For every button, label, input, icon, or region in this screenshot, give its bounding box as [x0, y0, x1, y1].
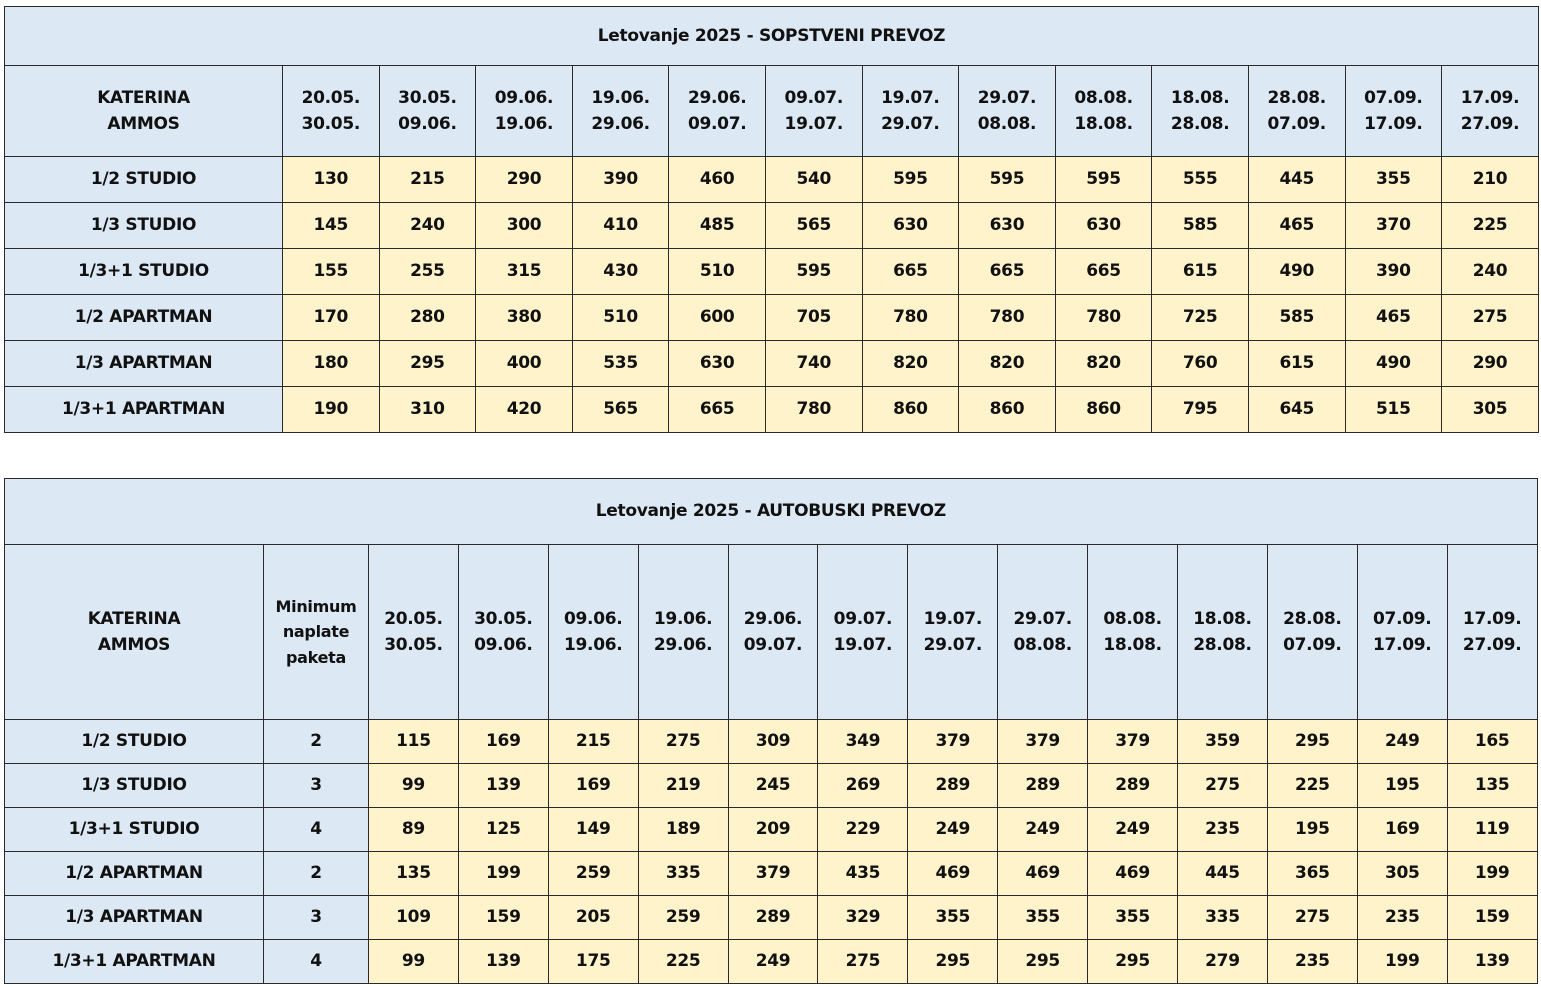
room-type-label: 1/3 APARTMAN: [5, 896, 264, 940]
period-start: 19.06.: [653, 608, 713, 629]
period-end: 27.09.: [1460, 114, 1520, 134]
price-cell: 820: [862, 341, 959, 387]
price-cell: 585: [1152, 203, 1249, 249]
price-cell: 820: [959, 341, 1056, 387]
table-row: [5, 720, 1538, 764]
period-header: [476, 66, 573, 157]
price-cell: 355: [908, 896, 998, 940]
price-cell: 420: [476, 387, 573, 433]
period-start: 07.09.: [1373, 608, 1432, 629]
hotel-name-line: KATERINA: [97, 87, 190, 108]
room-type-label: 1/2 APARTMAN: [5, 295, 283, 341]
price-cell: 595: [765, 249, 862, 295]
period-start: 29.06.: [687, 87, 747, 108]
price-cell: 240: [1442, 249, 1539, 295]
price-cell: 860: [959, 387, 1056, 433]
price-cell: 359: [1178, 720, 1268, 764]
price-cell: 355: [998, 896, 1088, 940]
price-cell: 460: [669, 157, 766, 203]
price-cell: 595: [862, 157, 959, 203]
period-end: 29.06.: [653, 635, 713, 655]
price-cell: 229: [818, 808, 908, 852]
price-cell: 245: [728, 764, 818, 808]
period-end: 08.08.: [1013, 635, 1072, 655]
price-cell: 219: [638, 764, 728, 808]
room-type-label: 1/3+1 STUDIO: [5, 249, 283, 295]
price-cell: 235: [1267, 940, 1357, 984]
price-cell: 295: [908, 940, 998, 984]
price-cell: 630: [959, 203, 1056, 249]
period-end: 07.09.: [1283, 635, 1342, 655]
price-cell: 165: [1447, 720, 1537, 764]
price-cell: 159: [1447, 896, 1537, 940]
period-end: 18.08.: [1103, 635, 1162, 655]
price-cell: 295: [1267, 720, 1357, 764]
period-start: 29.07.: [977, 87, 1037, 108]
price-cell: 469: [1088, 852, 1178, 896]
period-header: [283, 66, 380, 157]
price-cell: 190: [283, 387, 380, 433]
price-cell: 860: [862, 387, 959, 433]
price-cell: 820: [1055, 341, 1152, 387]
period-end: 19.07.: [833, 635, 893, 655]
period-start: 17.09.: [1460, 87, 1520, 108]
period-start: 20.05.: [301, 87, 361, 108]
period-header: [669, 66, 766, 157]
period-start: 08.08.: [1074, 87, 1133, 108]
price-cell: 540: [765, 157, 862, 203]
table-row: [5, 852, 1538, 896]
hotel-name-line: KATERINA: [87, 608, 181, 629]
price-cell: 665: [862, 249, 959, 295]
price-cell: 305: [1357, 852, 1447, 896]
period-start: 07.09.: [1364, 87, 1423, 108]
price-cell: 199: [1447, 852, 1537, 896]
price-cell: 209: [728, 808, 818, 852]
price-cell: 445: [1178, 852, 1268, 896]
price-cell: 469: [908, 852, 998, 896]
period-end: 27.09.: [1462, 635, 1522, 655]
price-cell: 240: [379, 203, 476, 249]
table-title-row: [5, 7, 1539, 66]
price-cell: 630: [1055, 203, 1152, 249]
price-cell: 259: [548, 852, 638, 896]
price-cell: 249: [728, 940, 818, 984]
price-cell: 109: [369, 896, 459, 940]
price-cell: 99: [369, 764, 459, 808]
price-cell: 215: [548, 720, 638, 764]
price-cell: 795: [1152, 387, 1249, 433]
period-start: 28.08.: [1267, 87, 1326, 108]
price-cell: 259: [638, 896, 728, 940]
minimum-payment-header: [264, 545, 369, 720]
price-cell: 435: [818, 852, 908, 896]
bus-transport-price-table: [4, 478, 1538, 984]
minimum-payment-header-line: naplate: [282, 622, 350, 642]
period-header: [1267, 545, 1357, 720]
price-cell: 99: [369, 940, 459, 984]
minimum-payment-cell: 2: [264, 720, 369, 764]
price-cell: 289: [1088, 764, 1178, 808]
price-cell: 169: [1357, 808, 1447, 852]
price-cell: 255: [379, 249, 476, 295]
period-header: [572, 66, 669, 157]
price-cell: 275: [1178, 764, 1268, 808]
price-cell: 275: [638, 720, 728, 764]
price-cell: 390: [572, 157, 669, 203]
minimum-payment-header-line: Minimum: [275, 596, 357, 616]
table-body: [5, 479, 1538, 984]
price-cell: 780: [959, 295, 1056, 341]
own-transport-price-table: [4, 6, 1539, 433]
price-cell: 235: [1357, 896, 1447, 940]
period-end: 19.06.: [564, 635, 623, 655]
period-header: [638, 545, 728, 720]
minimum-payment-cell: 3: [264, 896, 369, 940]
price-cell: 295: [379, 341, 476, 387]
price-cell: 135: [1447, 764, 1537, 808]
room-type-label: 1/3+1 APARTMAN: [5, 387, 283, 433]
minimum-payment-header-line: paketa: [286, 647, 346, 667]
period-end: 18.08.: [1074, 114, 1133, 134]
price-cell: 335: [1178, 896, 1268, 940]
price-cell: 280: [379, 295, 476, 341]
price-cell: 305: [1442, 387, 1539, 433]
minimum-payment-cell: 4: [264, 808, 369, 852]
price-cell: 149: [548, 808, 638, 852]
price-cell: 860: [1055, 387, 1152, 433]
period-start: 19.07.: [923, 608, 982, 629]
period-end: 07.09.: [1267, 114, 1326, 134]
price-cell: 780: [862, 295, 959, 341]
price-cell: 289: [998, 764, 1088, 808]
price-cell: 465: [1345, 295, 1442, 341]
period-header: [908, 545, 998, 720]
price-cell: 370: [1345, 203, 1442, 249]
price-cell: 510: [669, 249, 766, 295]
table-row: [5, 341, 1539, 387]
price-cell: 139: [458, 764, 548, 808]
price-cell: 159: [458, 896, 548, 940]
price-cell: 225: [638, 940, 728, 984]
period-header: [458, 545, 548, 720]
period-end: 28.08.: [1193, 635, 1252, 655]
header-row: [5, 545, 1538, 720]
price-cell: 630: [669, 341, 766, 387]
price-cell: 295: [1088, 940, 1178, 984]
price-cell: 295: [998, 940, 1088, 984]
table-row: [5, 157, 1539, 203]
price-cell: 289: [908, 764, 998, 808]
period-end: 08.08.: [977, 114, 1037, 134]
price-cell: 469: [998, 852, 1088, 896]
period-start: 30.05.: [474, 608, 533, 629]
price-cell: 465: [1248, 203, 1345, 249]
price-cell: 585: [1248, 295, 1345, 341]
table-row: [5, 764, 1538, 808]
price-cell: 195: [1357, 764, 1447, 808]
room-type-label: 1/2 STUDIO: [5, 157, 283, 203]
price-cell: 139: [1447, 940, 1537, 984]
period-end: 09.07.: [743, 635, 803, 655]
minimum-payment-cell: 4: [264, 940, 369, 984]
period-header: [1088, 545, 1178, 720]
period-header: [1447, 545, 1537, 720]
period-header: [1152, 66, 1249, 157]
period-end: 29.07.: [881, 114, 940, 134]
hotel-name-line: AMMOS: [107, 114, 180, 134]
price-cell: 740: [765, 341, 862, 387]
table-title: Letovanje 2025 - AUTOBUSKI PREVOZ: [5, 479, 1538, 545]
price-cell: 249: [908, 808, 998, 852]
price-cell: 125: [458, 808, 548, 852]
price-cell: 225: [1442, 203, 1539, 249]
price-cell: 309: [728, 720, 818, 764]
price-cell: 485: [669, 203, 766, 249]
price-cell: 275: [1442, 295, 1539, 341]
price-cell: 760: [1152, 341, 1249, 387]
period-start: 30.05.: [398, 87, 457, 108]
table-row: [5, 249, 1539, 295]
price-cell: 275: [818, 940, 908, 984]
period-header: [1178, 545, 1268, 720]
price-cell: 380: [476, 295, 573, 341]
price-cell: 379: [908, 720, 998, 764]
minimum-payment-cell: 3: [264, 764, 369, 808]
price-cell: 225: [1267, 764, 1357, 808]
price-cell: 180: [283, 341, 380, 387]
price-cell: 135: [369, 852, 459, 896]
period-end: 19.06.: [494, 114, 554, 134]
price-cell: 445: [1248, 157, 1345, 203]
price-cell: 780: [1055, 295, 1152, 341]
period-end: 17.09.: [1373, 635, 1432, 655]
price-cell: 630: [862, 203, 959, 249]
price-cell: 115: [369, 720, 459, 764]
period-header: [379, 66, 476, 157]
price-cell: 139: [458, 940, 548, 984]
period-header: [1345, 66, 1442, 157]
period-header: [1357, 545, 1447, 720]
period-end: 09.06.: [474, 635, 533, 655]
price-cell: 269: [818, 764, 908, 808]
price-cell: 249: [1088, 808, 1178, 852]
price-cell: 355: [1345, 157, 1442, 203]
period-start: 29.07.: [1013, 608, 1072, 629]
period-start: 18.08.: [1170, 87, 1230, 108]
room-type-label: 1/3 STUDIO: [5, 203, 283, 249]
price-cell: 600: [669, 295, 766, 341]
period-start: 09.07.: [833, 608, 893, 629]
price-cell: 535: [572, 341, 669, 387]
price-cell: 300: [476, 203, 573, 249]
period-header: [369, 545, 459, 720]
price-cell: 430: [572, 249, 669, 295]
price-cell: 705: [765, 295, 862, 341]
period-start: 19.07.: [881, 87, 940, 108]
price-cell: 355: [1088, 896, 1178, 940]
price-cell: 279: [1178, 940, 1268, 984]
price-cell: 379: [728, 852, 818, 896]
price-cell: 199: [458, 852, 548, 896]
price-cell: 249: [998, 808, 1088, 852]
price-cell: 169: [458, 720, 548, 764]
table-row: [5, 940, 1538, 984]
price-cell: 205: [548, 896, 638, 940]
period-header: [548, 545, 638, 720]
period-end: 17.09.: [1364, 114, 1423, 134]
period-start: 17.09.: [1462, 608, 1522, 629]
table-body: [5, 7, 1539, 433]
price-cell: 170: [283, 295, 380, 341]
price-cell: 510: [572, 295, 669, 341]
period-start: 28.08.: [1283, 608, 1342, 629]
table-row: [5, 203, 1539, 249]
price-cell: 275: [1267, 896, 1357, 940]
price-cell: 665: [959, 249, 1056, 295]
period-start: 08.08.: [1103, 608, 1162, 629]
price-cell: 379: [1088, 720, 1178, 764]
price-cell: 515: [1345, 387, 1442, 433]
price-cell: 195: [1267, 808, 1357, 852]
price-cell: 379: [998, 720, 1088, 764]
price-cell: 780: [765, 387, 862, 433]
price-cell: 130: [283, 157, 380, 203]
hotel-name-header: [5, 545, 264, 720]
price-cell: 290: [476, 157, 573, 203]
price-cell: 365: [1267, 852, 1357, 896]
period-header: [862, 66, 959, 157]
price-cell: 615: [1248, 341, 1345, 387]
period-start: 09.06.: [564, 608, 623, 629]
period-end: 28.08.: [1170, 114, 1230, 134]
period-header: [728, 545, 818, 720]
price-cell: 490: [1345, 341, 1442, 387]
period-start: 19.06.: [591, 87, 650, 108]
room-type-label: 1/2 APARTMAN: [5, 852, 264, 896]
minimum-payment-cell: 2: [264, 852, 369, 896]
table-row: [5, 387, 1539, 433]
header-row: [5, 66, 1539, 157]
table-title: Letovanje 2025 - SOPSTVENI PREVOZ: [5, 7, 1539, 66]
price-cell: 155: [283, 249, 380, 295]
price-cell: 210: [1442, 157, 1539, 203]
table-row: [5, 896, 1538, 940]
period-start: 09.06.: [494, 87, 554, 108]
price-cell: 565: [765, 203, 862, 249]
price-cell: 410: [572, 203, 669, 249]
price-cell: 145: [283, 203, 380, 249]
price-cell: 189: [638, 808, 728, 852]
price-cell: 490: [1248, 249, 1345, 295]
period-end: 19.07.: [784, 114, 843, 134]
price-cell: 595: [959, 157, 1056, 203]
price-cell: 615: [1152, 249, 1249, 295]
price-cell: 290: [1442, 341, 1539, 387]
price-cell: 645: [1248, 387, 1345, 433]
price-cell: 175: [548, 940, 638, 984]
price-cell: 390: [1345, 249, 1442, 295]
period-header: [1055, 66, 1152, 157]
period-start: 29.06.: [743, 608, 803, 629]
room-type-label: 1/2 STUDIO: [5, 720, 264, 764]
price-cell: 565: [572, 387, 669, 433]
room-type-label: 1/3+1 APARTMAN: [5, 940, 264, 984]
price-cell: 315: [476, 249, 573, 295]
price-cell: 89: [369, 808, 459, 852]
period-header: [765, 66, 862, 157]
period-end: 30.05.: [384, 635, 443, 655]
period-start: 09.07.: [784, 87, 843, 108]
period-start: 18.08.: [1193, 608, 1252, 629]
price-cell: 249: [1357, 720, 1447, 764]
period-header: [998, 545, 1088, 720]
price-cell: 289: [728, 896, 818, 940]
price-cell: 665: [1055, 249, 1152, 295]
hotel-name-line: AMMOS: [97, 635, 171, 655]
price-cell: 235: [1178, 808, 1268, 852]
table-row: [5, 295, 1539, 341]
price-cell: 169: [548, 764, 638, 808]
price-cell: 119: [1447, 808, 1537, 852]
period-end: 29.07.: [923, 635, 982, 655]
table-row: [5, 808, 1538, 852]
price-cell: 555: [1152, 157, 1249, 203]
table-title-row: [5, 479, 1538, 545]
price-cell: 400: [476, 341, 573, 387]
period-end: 29.06.: [591, 114, 650, 134]
period-header: [818, 545, 908, 720]
period-end: 09.06.: [398, 114, 457, 134]
price-cell: 665: [669, 387, 766, 433]
hotel-name-header: [5, 66, 283, 157]
room-type-label: 1/3+1 STUDIO: [5, 808, 264, 852]
price-cell: 335: [638, 852, 728, 896]
period-header: [959, 66, 1056, 157]
price-cell: 595: [1055, 157, 1152, 203]
price-cell: 349: [818, 720, 908, 764]
price-cell: 199: [1357, 940, 1447, 984]
price-cell: 329: [818, 896, 908, 940]
period-header: [1248, 66, 1345, 157]
price-cell: 215: [379, 157, 476, 203]
price-cell: 310: [379, 387, 476, 433]
room-type-label: 1/3 APARTMAN: [5, 341, 283, 387]
room-type-label: 1/3 STUDIO: [5, 764, 264, 808]
period-end: 30.05.: [301, 114, 361, 134]
period-header: [1442, 66, 1539, 157]
period-end: 09.07.: [687, 114, 747, 134]
price-cell: 725: [1152, 295, 1249, 341]
period-start: 20.05.: [384, 608, 443, 629]
